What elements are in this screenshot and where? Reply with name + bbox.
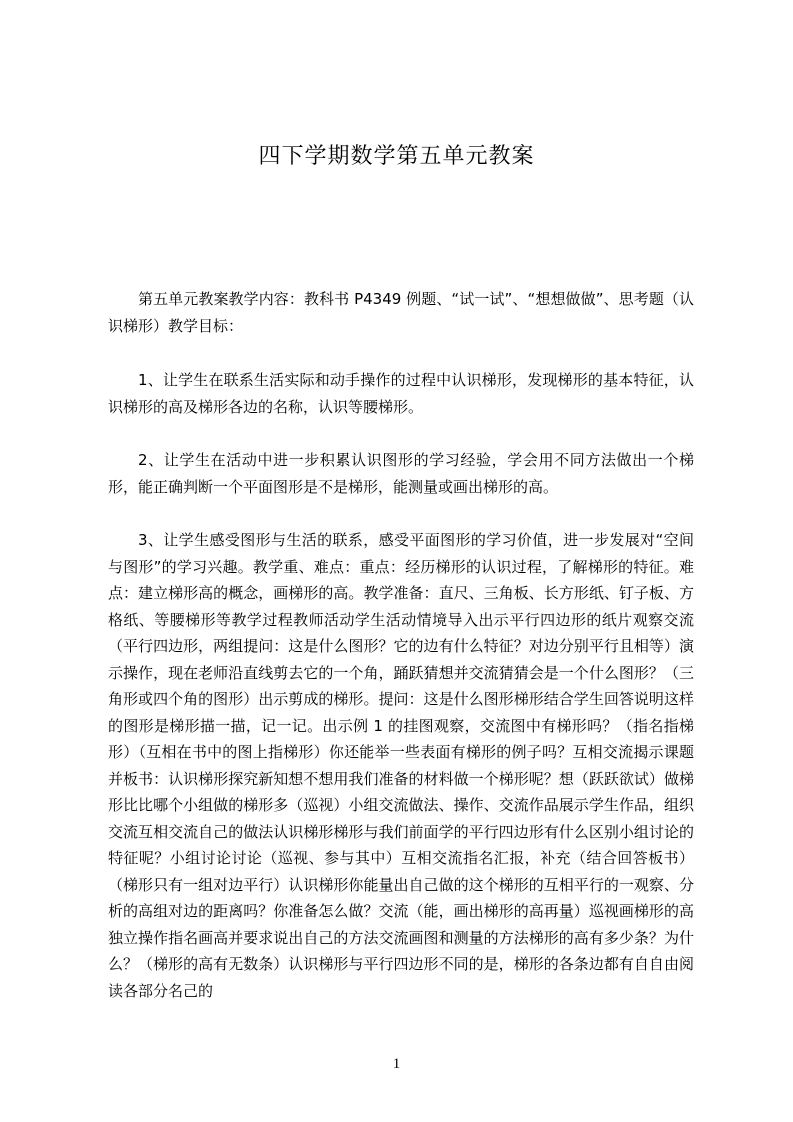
paragraph-goal-3: 3、让学生感受图形与生活的联系，感受平面图形的学习价值，进一步发展对“空间与图形”的学习兴趣。教学重、难点：重点：经历梯形的认识过程，了解梯形的特征。难点：建立梯形高的概念，画梯形的高。教学准备：直尺、三角板、长方形纸、钉子板、方格纸、等腰梯形等教学过程教师活动学生活动情境导入出示平行四边形的纸片观察交流（平行四边形，两组提问：这是什么图形？它的边有什么特征？对边分别平行且相等）演示操作，现在老师沿直线剪去它的一个角，踊跃猜想并交流猜猜会是一个什么图形？（三角形或四个角的图形）出示剪成的梯形。提问：这是什么图形梯形结合学生回答说明这样的图形是梯形描一描，记一记。出示例 1 的挂图观察，交流图中有梯形吗？（指名指梯形）（互相在书中的图上指梯形）你还能举一些表面有梯形的例子吗？互相交流揭示课题并板书：认识梯形探究新知想不想用我们准备的材料做一个梯形呢？想（跃跃欲试）做梯形比比哪个小组做的梯形多（巡视）小组交流做法、操作、交流作品展示学生作品，组织交流互相交流自己的做法认识梯形梯形与我们前面学的平行四边形有什么区别小组讨论的特征呢？小组讨论讨论（巡视、参与其中）互相交流指名汇报，补充（结合回答板书）（梯形只有一组对边平行）认识梯形你能量出自己做的这个梯形的互相平行的一观察、分析的高组对边的距离吗？你准备怎么做？交流（能，画出梯形的高再量）巡视画梯形的高独立操作指名画高并要求说出自己的方法交流画图和测量的方法梯形的高有多少条？为什么？（梯形的高有无数条）认识梯形与平行四边形不同的是，梯形的各条边都有自自由阅读各部分名己的 <box>108 531 694 1000</box>
page-number: 1 <box>392 1056 401 1072</box>
document-title: 四下学期数学第五单元教案 <box>258 144 535 169</box>
paragraph-teaching-content: 第五单元教案教学内容：教科书 P4349 例题、“试一试”、“想想做做”、思考题（认识梯形）教学目标： <box>108 290 694 335</box>
paragraph-goal-2: 2、让学生在活动中进一步积累认识图形的学习经验，学会用不同方法做出一个梯形，能正确判断一个平面图形是不是梯形，能测量或画出梯形的高。 <box>108 451 694 496</box>
paragraph-goal-1: 1、让学生在联系生活实际和动手操作的过程中认识梯形，发现梯形的基本特征，认识梯形的高及梯形各边的名称，认识等腰梯形。 <box>108 371 694 416</box>
